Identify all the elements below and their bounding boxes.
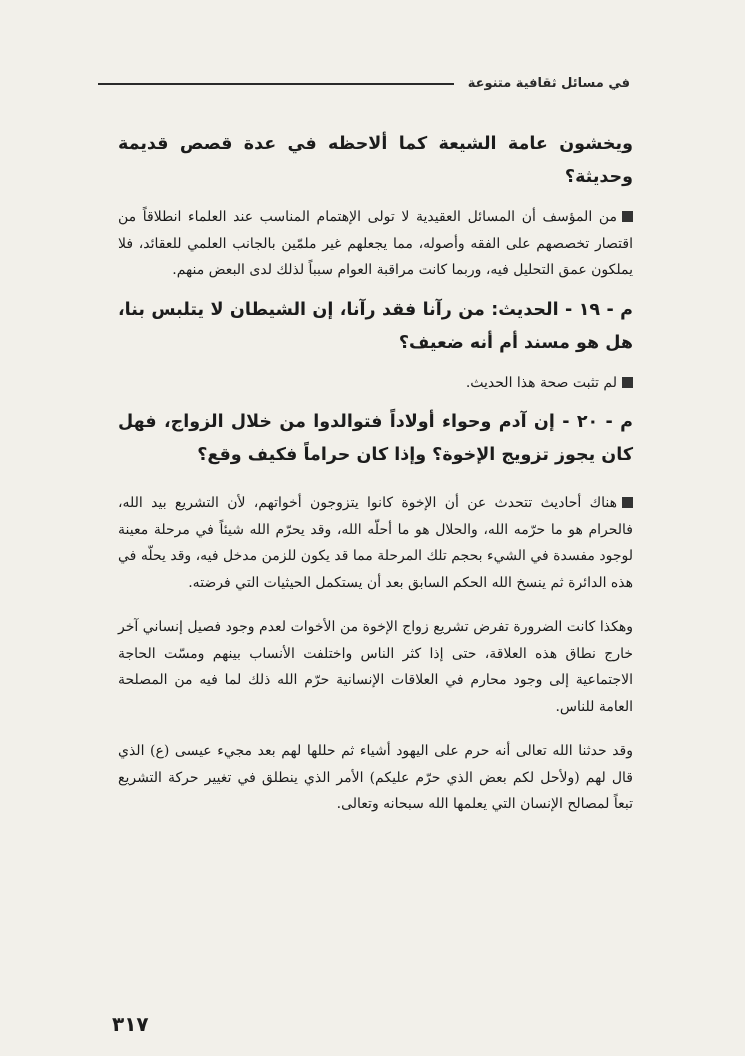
body-paragraph: وهكذا كانت الضرورة تفرض تشريع زواج الإخوة من الأخوات لعدم وجود فصيل إنساني آخر خارج نطاق هذه العلاقة، حتى إذا كثر الناس واختلفت الأنساب بينهم ومسّت الحاجة الاجتماعية إلى وجود محارم في العلاقات الإنسانية حرّم الله ذلك لما فيه من المصلحة العامة للناس.	[118, 619, 633, 715]
answer-text: هناك أحاديث تتحدث عن أن الإخوة كانوا يتزوجون أخواتهم، لأن التشريع بيد الله، فالحرام هو ما حرّمه الله، والحلال هو ما أحلّه الله، وقد يحرّم الله شيئاً في مرحلة معينة لوجود مفسدة في الشيء بحجم تلك المرحلة مما قد يكون للزمن مدخل فيه، وقد يحلّه في هذه الدائرة ثم ينسخ الله الحكم السابق بعد أن يستكمل الحيثيات التي فرضته.	[118, 495, 633, 591]
running-header	[98, 76, 630, 91]
answer-text: لم تثبت صحة هذا الحديث.	[465, 374, 617, 391]
answer-paragraph	[118, 490, 633, 596]
answer-paragraph	[118, 370, 633, 397]
question-text: ويخشون عامة الشيعة كما ألاحظه في عدة قصص قديمة وحديثة؟	[118, 134, 633, 187]
header-rule	[98, 83, 454, 85]
answer-text: من المؤسف أن المسائل العقيدية لا تولى الإهتمام المناسب عند العلماء انطلاقاً من اقتصار تخصصهم على الفقه وأصوله، مما يجعلهم غير ملمّين بالجانب العلمي للعقائد، فلا يملكون عمق التحليل فيه، وربما كانت مراقبة العوام سبباً لذلك لدى البعض منهم.	[118, 209, 633, 278]
question-19: م - ١٩ - الحديث: من رآنا فقد رآنا، إن الشيطان لا يتلبس بنا، هل هو مسند أم أنه ضعيف؟	[118, 299, 633, 353]
question-20: م - ٢٠ - إن آدم وحواء أولاداً فتوالدوا من خلال الزواج، فهل كان يجوز تزويج الإخوة؟ وإذا كان حراماً فكيف وقع؟	[118, 412, 633, 465]
running-title: في مسائل ثقافية متنوعة	[467, 76, 630, 91]
answer-square-marker	[622, 497, 633, 508]
answer-paragraph	[118, 204, 633, 284]
answer-square-marker	[622, 211, 633, 222]
page-number: ٣١٧	[112, 1012, 149, 1036]
page-content	[118, 128, 633, 828]
body-paragraph: وقد حدثنا الله تعالى أنه حرم على اليهود أشياء ثم حللها لهم بعد مجيء عيسى (ع) الذي قال لهم (ولأحل لكم بعض الذي حرّم عليكم) الأمر الذي ينطلق في تغيير حركة التشريع تبعاً لمصالح الإنسان التي يعلمها الله سبحانه وتعالى.	[118, 743, 633, 812]
answer-square-marker	[622, 377, 633, 388]
